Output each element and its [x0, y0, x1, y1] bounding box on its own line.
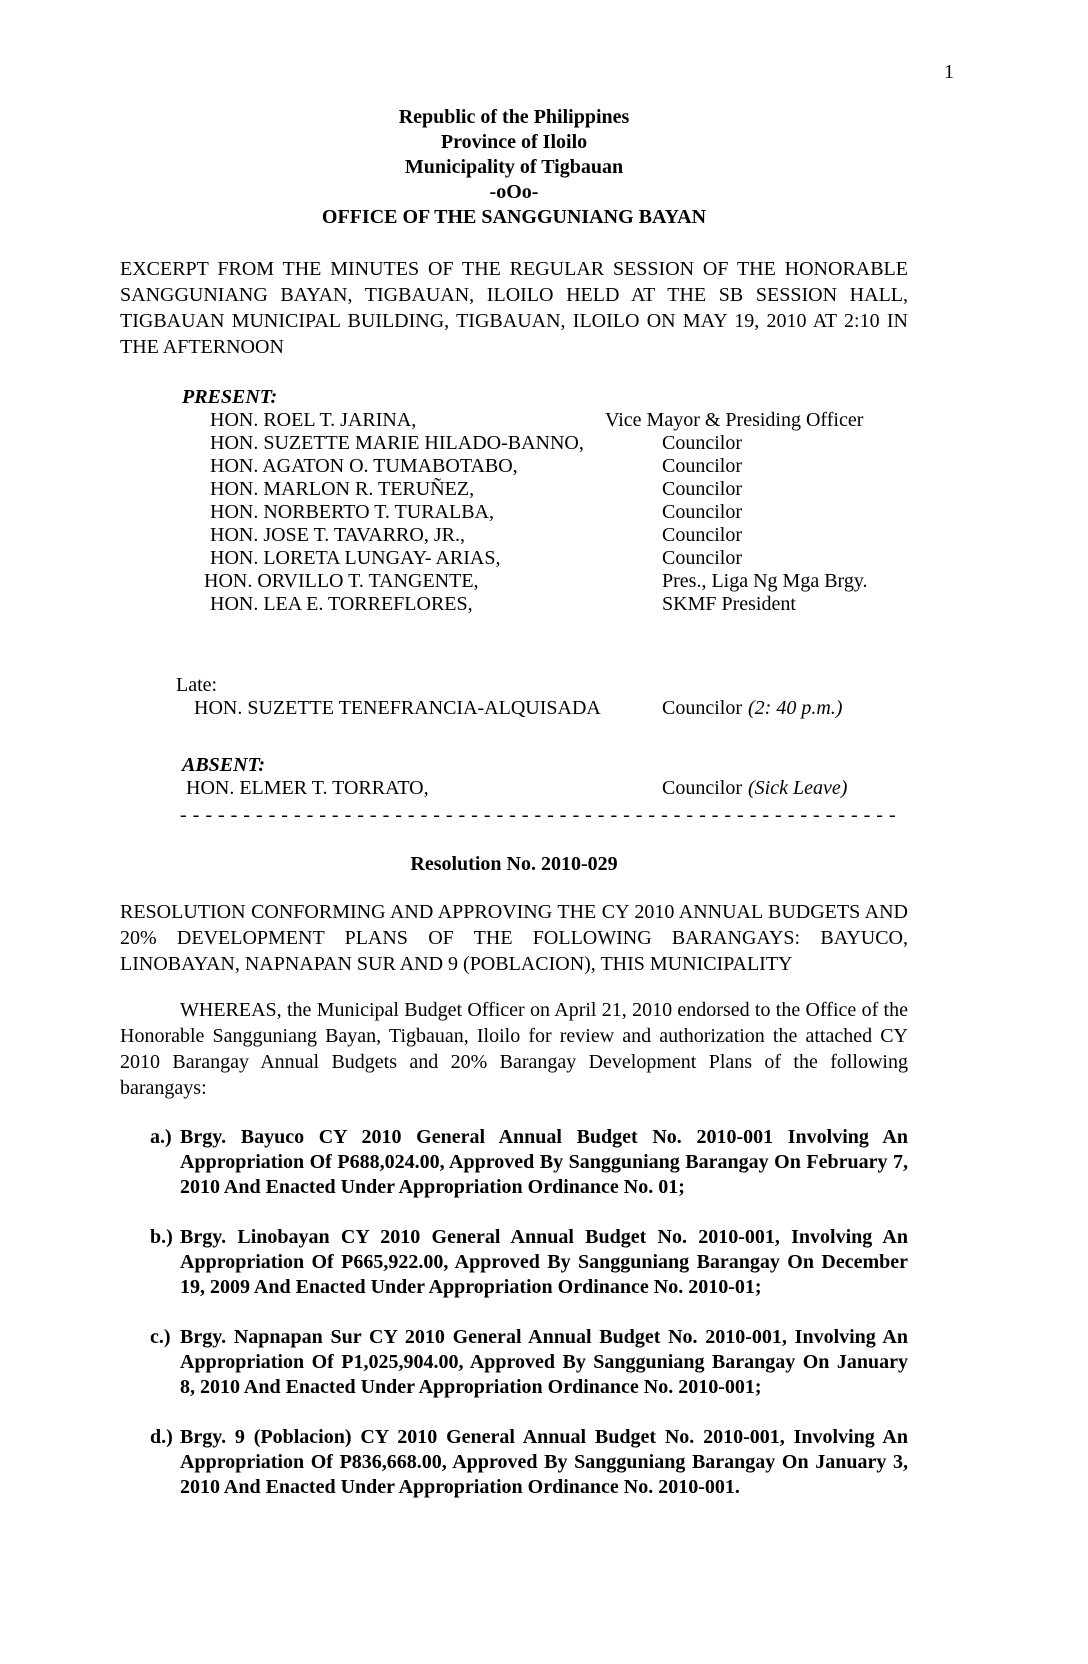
item-text: Brgy. Linobayan CY 2010 General Annual Budget No. 2010-001, Involving An Appropriation Of P665,922.00, Approved By Sangguniang Barangay On December 19, 2009 And Enacted Under Appropriation Ordinance No. 2010-01;	[180, 1226, 908, 1298]
whereas-paragraph: WHEREAS, the Municipal Budget Officer on April 21, 2010 endorsed to the Office of the Honorable Sangguniang Bayan, Tigbauan, Iloilo for review and authorization the attached CY 2010 Barangay Annual Budgets and 20% Barangay Development Plans of the following barangays:	[120, 999, 908, 1099]
present-label: PRESENT:	[182, 386, 278, 408]
attendee-position: Councilor	[662, 432, 742, 454]
attendee-row	[120, 432, 908, 455]
attendee-position: Councilor	[662, 524, 742, 546]
attendee-name: HON. AGATON O. TUMABOTABO,	[210, 455, 518, 477]
attendee-position	[662, 697, 842, 720]
attendee-position: Pres., Liga Ng Mga Brgy.	[662, 570, 868, 592]
attendance-roster	[120, 386, 908, 827]
attendee-position: Councilor	[662, 478, 742, 500]
resolution-title-paragraph: RESOLUTION CONFORMING AND APPROVING THE CY 2010 ANNUAL BUDGETS AND 20% DEVELOPMENT PLANS OF THE FOLLOWING BARANGAYS: BAYUCO, LINOBAYAN, NAPNAPAN SUR AND 9 (POBLACION), THIS MUNICIPALITY	[120, 901, 908, 975]
absent-label: ABSENT:	[182, 754, 265, 776]
header-line-ooo: -oOo-	[489, 181, 539, 203]
attendee-row	[120, 547, 908, 570]
header-line-office: OFFICE OF THE SANGGUNIANG BAYAN	[321, 206, 707, 228]
attendee-row	[120, 570, 908, 593]
attendee-row	[120, 478, 908, 501]
item-label: b.)	[150, 1226, 173, 1248]
attendee-name: HON. SUZETTE MARIE HILADO-BANNO,	[210, 432, 584, 454]
attendee-name: HON. LEA E. TORREFLORES,	[210, 593, 473, 615]
attendee-absence-note: (Sick Leave)	[748, 777, 848, 799]
header-line-republic: Republic of the Philippines	[398, 106, 630, 128]
header-line-province: Province of Iloilo	[440, 131, 588, 153]
attendee-name: HON. ELMER T. TORRATO,	[186, 777, 429, 799]
resolution-number-heading: Resolution No. 2010-029	[410, 853, 618, 875]
attendee-time-note: (2: 40 p.m.)	[748, 697, 843, 719]
attendee-name: HON. SUZETTE TENEFRANCIA-ALQUISADA	[194, 697, 601, 719]
header-line-municipality: Municipality of Tigbauan	[404, 156, 624, 178]
attendee-name: HON. JOSE T. TAVARRO, JR.,	[210, 524, 465, 546]
document-header	[120, 0, 908, 230]
item-label: d.)	[150, 1426, 173, 1448]
attendee-row	[120, 455, 908, 478]
attendee-row	[120, 501, 908, 524]
item-text: Brgy. Napnapan Sur CY 2010 General Annual Budget No. 2010-001, Involving An Appropriation Of P1,025,904.00, Approved By Sangguniang Barangay On January 8, 2010 And Enacted Under Appropriation Ordinance No. 2010-001;	[180, 1326, 908, 1398]
resolution-item-d	[120, 1425, 908, 1500]
attendee-position	[662, 777, 847, 800]
resolution-item-b	[120, 1225, 908, 1300]
attendee-name: HON. MARLON R. TERUÑEZ,	[210, 478, 475, 500]
absent-attendee-row	[120, 777, 908, 800]
attendee-position: Councilor	[662, 455, 742, 477]
attendee-name: HON. ROEL T. JARINA,	[210, 409, 417, 431]
attendee-row	[120, 524, 908, 547]
attendee-position-title: Councilor	[662, 697, 742, 719]
item-label: a.)	[150, 1126, 172, 1148]
late-label: Late:	[176, 674, 218, 696]
resolution-items-list	[120, 1125, 908, 1500]
attendee-name: HON. NORBERTO T. TURALBA,	[210, 501, 495, 523]
attendee-name: HON. LORETA LUNGAY- ARIAS,	[210, 547, 501, 569]
attendee-position: Councilor	[662, 547, 742, 569]
item-text: Brgy. Bayuco CY 2010 General Annual Budget No. 2010-001 Involving An Appropriation Of P688,024.00, Approved By Sangguniang Barangay On February 7, 2010 And Enacted Under Appropriation Ordinance No. 01;	[180, 1126, 908, 1198]
resolution-item-c	[120, 1325, 908, 1400]
item-label: c.)	[150, 1326, 171, 1348]
resolution-item-a	[120, 1125, 908, 1200]
dashed-separator: - - - - - - - - - - - - - - - - - - - - - - - - - - - - - - - - - - - - - - - - - - - - - - - - - - - - - - - - -	[180, 804, 897, 826]
attendee-name: HON. ORVILLO T. TANGENTE,	[204, 570, 479, 592]
attendee-row	[120, 409, 908, 432]
document-content	[120, 0, 908, 1500]
page-number: 1	[944, 61, 954, 83]
late-attendee-row	[120, 697, 908, 720]
attendee-position: Vice Mayor & Presiding Officer	[605, 409, 864, 431]
excerpt-paragraph: EXCERPT FROM THE MINUTES OF THE REGULAR SESSION OF THE HONORABLE SANGGUNIANG BAYAN, TIGBAUAN, ILOILO HELD AT THE SB SESSION HALL, TIGBAUAN MUNICIPAL BUILDING, TIGBAUAN, ILOILO ON MAY 19, 2010 AT 2:10 IN THE AFTERNOON	[120, 258, 908, 358]
attendee-row	[120, 593, 908, 616]
attendee-position: Councilor	[662, 501, 742, 523]
attendee-position-title: Councilor	[662, 777, 742, 799]
item-text: Brgy. 9 (Poblacion) CY 2010 General Annual Budget No. 2010-001, Involving An Appropriation Of P836,668.00, Approved By Sangguniang Barangay On January 3, 2010 And Enacted Under Appropriation Ordinance No. 2010-001.	[180, 1426, 908, 1498]
attendee-position: SKMF President	[662, 593, 796, 615]
